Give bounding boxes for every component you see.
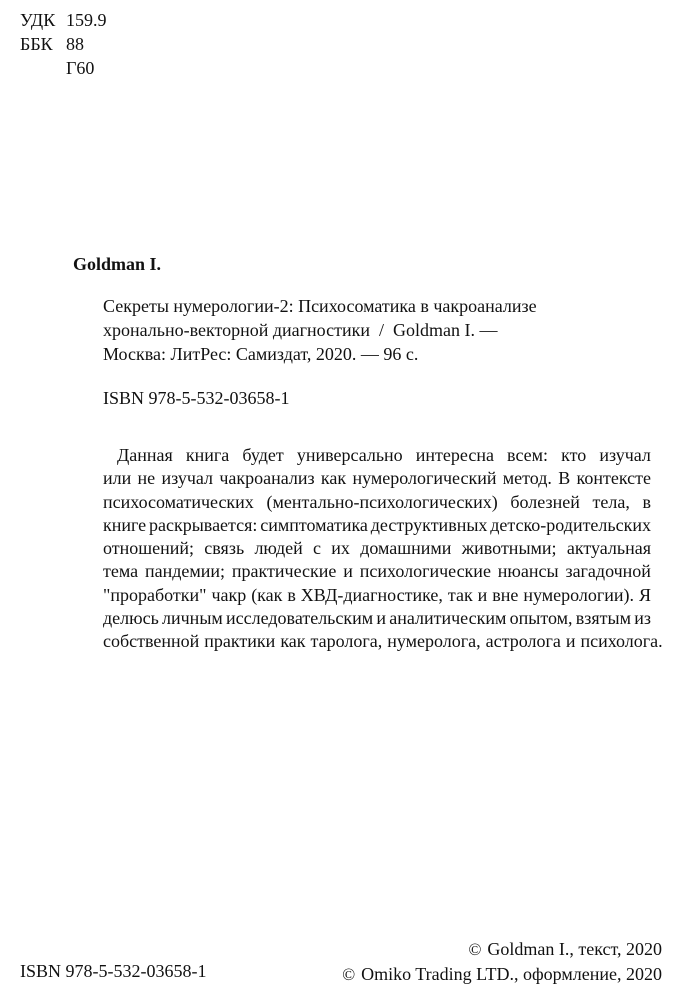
annotation-word: в — [642, 491, 651, 512]
annotation-word: будет — [242, 445, 284, 465]
annotation-line — [103, 467, 651, 490]
annotation-word: и — [376, 608, 387, 629]
annotation-word: в — [287, 584, 296, 605]
annotation-line — [103, 630, 663, 653]
bibliographic-record — [103, 294, 537, 366]
annotation-word: астролога — [485, 631, 561, 652]
annotation-word: отношений; — [103, 538, 195, 559]
annotation-word: психосоматических — [103, 491, 254, 512]
annotation-word: тема — [103, 561, 139, 582]
annotation-word: практические — [231, 561, 337, 582]
annotation-word: метод. — [502, 468, 552, 489]
annotation-word: деструктивных — [370, 514, 488, 535]
annotation-word: личным — [162, 608, 223, 629]
bbk-label: ББК — [20, 34, 53, 54]
annotation-word: психолога. — [580, 631, 663, 652]
annotation-line — [103, 491, 651, 514]
annotation-word: книге — [103, 514, 147, 535]
annotation-line — [103, 514, 651, 537]
annotation-word: как — [320, 468, 347, 489]
annotation-word: нюансы — [497, 561, 559, 582]
annotation-word: из — [634, 608, 651, 629]
annotation-word: так — [447, 584, 473, 605]
annotation-word: изучал — [161, 468, 214, 489]
annotation-word: контексте — [576, 468, 651, 489]
annotation-word: "проработки" — [103, 584, 207, 605]
annotation-line — [103, 560, 651, 583]
annotation-line — [103, 444, 651, 467]
annotation-word: исследовательским — [226, 608, 374, 629]
annotation-word: опытом, — [509, 608, 573, 629]
annotation-word: всем: — [507, 445, 549, 465]
footer-isbn: ISBN 978-5-532-03658-1 — [20, 961, 207, 981]
annotation-word: домашними — [360, 538, 452, 559]
copyright-line — [342, 937, 662, 962]
annotation-word: (как — [251, 584, 283, 605]
author-heading: Goldman I. — [73, 254, 162, 274]
annotation-word: нумерологии). — [523, 584, 634, 605]
annotation-word: нумеролога, — [387, 631, 481, 652]
annotation-word: пандемии; — [144, 561, 226, 582]
annotation-word: изучал — [599, 445, 651, 465]
udc-label: УДК — [20, 10, 56, 30]
annotation-word: симптоматика — [260, 514, 368, 535]
annotation-word: В — [558, 468, 571, 489]
annotation-word: кто — [561, 445, 587, 465]
annotation-word: собственной — [103, 631, 200, 652]
annotation-word: людей — [254, 538, 303, 559]
annotation-word: связь — [204, 538, 245, 559]
annotation-word: таролога, — [310, 631, 383, 652]
annotation-word: вне — [492, 584, 519, 605]
author-mark-row — [20, 56, 107, 80]
annotation-word: животными; — [461, 538, 557, 559]
annotation-word: психологические — [359, 561, 491, 582]
annotation-word: не — [137, 468, 156, 489]
annotation-word: раскрывается: — [148, 514, 258, 535]
annotation-word: (ментально-психологических) — [266, 491, 498, 512]
annotation — [103, 444, 663, 654]
copyright-text: Goldman I., текст, 2020 — [487, 939, 662, 959]
annotation-word: книга — [185, 445, 230, 465]
annotation-word: и — [565, 631, 576, 652]
copyright-sign: © — [342, 965, 356, 984]
copyright-text: Omiko Trading LTD., оформление, 2020 — [361, 964, 662, 984]
biblio-line: Секреты нумерологии-2: Психосоматика в чакроанализе — [103, 296, 537, 316]
annotation-word: с — [313, 538, 322, 559]
annotation-word: и — [343, 561, 353, 582]
annotation-word: практики — [204, 631, 276, 652]
annotation-word: универсально — [296, 445, 403, 465]
copyright-sign: © — [468, 940, 482, 959]
biblio-line: хронально-векторной диагностики / Goldman I. — — [103, 320, 498, 340]
udc-value: 159.9 — [66, 10, 107, 30]
copyright-block — [342, 937, 662, 987]
annotation-word: интересна — [415, 445, 494, 465]
annotation-word: актуальная — [566, 538, 651, 559]
annotation-word: делюсь — [103, 608, 159, 629]
annotation-word: загадочной — [565, 561, 651, 582]
udc-row — [20, 8, 107, 32]
annotation-word: Я — [638, 584, 651, 605]
bbk-value: 88 — [66, 34, 84, 54]
annotation-line — [103, 537, 651, 560]
annotation-line — [103, 607, 651, 630]
annotation-word: аналитическим — [389, 608, 507, 629]
annotation-word: взятым — [575, 608, 632, 629]
annotation-word: тела, — [592, 491, 630, 512]
author-mark-value: Г60 — [66, 58, 95, 78]
annotation-word: или — [103, 468, 132, 489]
annotation-word: чакр — [211, 584, 247, 605]
annotation-word: чакроанализ — [219, 468, 315, 489]
annotation-word: нумерологический — [352, 468, 497, 489]
annotation-word: ХВД-диагностике, — [300, 584, 443, 605]
annotation-word: болезней — [510, 491, 580, 512]
annotation-line — [103, 584, 651, 607]
isbn: ISBN 978-5-532-03658-1 — [103, 388, 290, 408]
library-classification — [20, 8, 107, 80]
biblio-line: Москва: ЛитРес: Самиздат, 2020. — 96 с. — [103, 344, 419, 364]
annotation-word: детско-родительских — [490, 514, 651, 535]
bbk-row — [20, 32, 107, 56]
annotation-word: их — [331, 538, 350, 559]
copyright-line — [342, 962, 662, 987]
annotation-word: Данная — [117, 445, 173, 465]
annotation-word: и — [477, 584, 488, 605]
annotation-word: как — [280, 631, 306, 652]
